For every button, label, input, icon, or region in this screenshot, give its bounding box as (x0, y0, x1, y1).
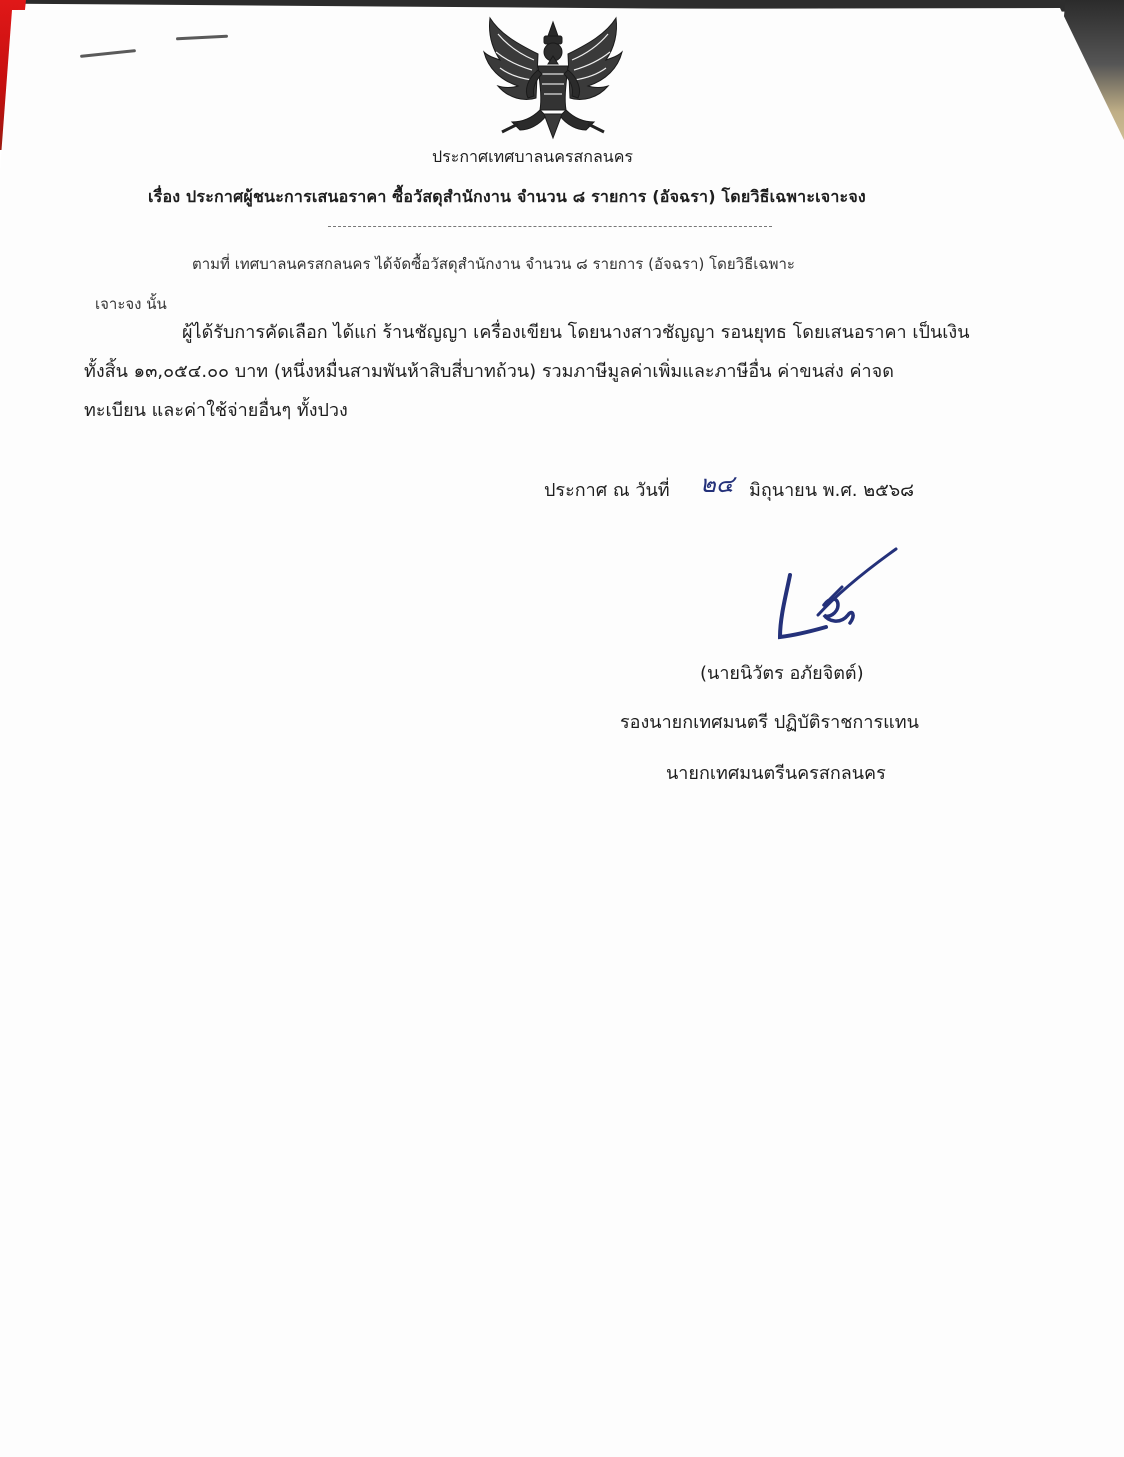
garuda-emblem-icon (478, 14, 628, 140)
paragraph1-line1: ตามที่ เทศบาลนครสกลนคร ได้จัดซื้อวัสดุสำนักงาน จำนวน ๘ รายการ (อัจฉรา) โดยวิธีเฉพาะ (192, 255, 795, 273)
document-subject: เรื่อง ประกาศผู้ชนะการเสนอราคา ซื้อวัสดุสำนักงาน จำนวน ๘ รายการ (อัจฉรา) โดยวิธีเฉพาะเจาะจง (148, 187, 866, 206)
divider (328, 226, 772, 227)
announcement-date-suffix: มิถุนายน พ.ศ. ๒๕๖๘ (749, 480, 915, 501)
signer-position-line2: นายกเทศมนตรีนครสกลนคร (666, 763, 886, 784)
document-title: ประกาศเทศบาลนครสกลนคร (432, 147, 634, 166)
paragraph2-line2: ทั้งสิ้น ๑๓,๐๕๔.๐๐ บาท (หนึ่งหมื่นสามพันห้าสิบสี่บาทถ้วน) รวมภาษีมูลค่าเพิ่มและภาษีอื่น ค่าขนส่ง ค่าจด (84, 361, 894, 382)
paragraph1-line2: เจาะจง นั้น (95, 295, 167, 313)
signature (768, 545, 903, 645)
paragraph2-line3: ทะเบียน และค่าใช้จ่ายอื่นๆ ทั้งปวง (84, 400, 348, 421)
announcement-date-prefix: ประกาศ ณ วันที่ (544, 480, 670, 501)
signer-name: (นายนิวัตร อภัยจิตต์) (700, 663, 864, 684)
handwritten-day: ๒๔ (700, 470, 734, 498)
paragraph2-line1: ผู้ได้รับการคัดเลือก ได้แก่ ร้านชัญญา เครื่องเขียน โดยนางสาวชัญญา รอนยุทธ โดยเสนอราคา เป็นเงิน (182, 322, 970, 343)
signer-position-line1: รองนายกเทศมนตรี ปฏิบัติราชการแทน (620, 712, 919, 733)
